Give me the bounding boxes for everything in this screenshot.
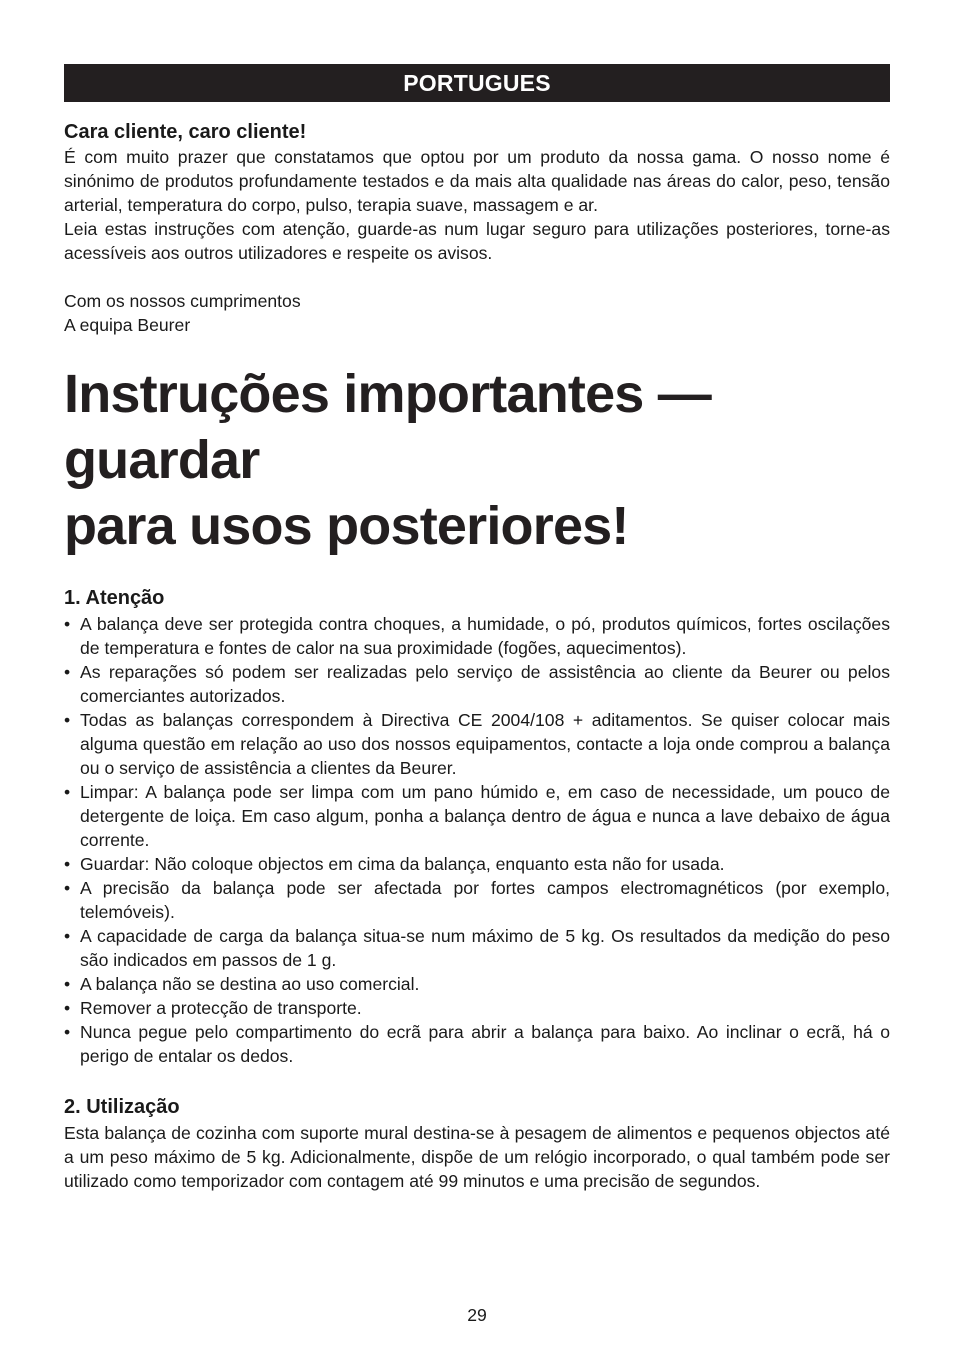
page-number: 29 — [467, 1305, 487, 1325]
list-item-text: Remover a protecção de transporte. — [80, 998, 362, 1018]
closing-text: Com os nossos cumprimentos — [64, 291, 301, 311]
language-header-bar — [64, 64, 890, 102]
list-item-text: As reparações só podem ser realizadas pelo serviço de assistência ao cliente da Beurer ou pelos comerciantes autorizados. — [80, 662, 890, 706]
bullet-icon: • — [64, 710, 71, 730]
list-item-text: Guardar: Não coloque objectos em cima da balança, enquanto esta não for usada. — [80, 854, 725, 874]
language-label: PORTUGUES — [403, 69, 551, 96]
list-item-text: A capacidade de carga da balança situa-se num máximo de 5 kg. Os resultados da medição do peso são indicados em passos de 1 g. — [80, 926, 890, 970]
spacer — [64, 265, 890, 289]
bullet-icon: • — [64, 926, 71, 946]
usage-paragraph: Esta balança de cozinha com suporte mural destina-se à pesagem de alimentos e pequenos objectos até a um peso máximo de 5 kg. Adicionalmente, dispõe de um relógio incorporado, o qual também pode ser utilizado como temporizador com contagem até 99 minutos e uma precisão de segundos. — [64, 1123, 890, 1191]
list-item — [64, 924, 890, 972]
list-item-text: Limpar: A balança pode ser limpa com um pano húmido e, em caso de necessidade, um pouco de detergente de loiça. Em caso algum, ponha a balança dentro de água e nunca a lave debaixo de água corrente. — [80, 782, 890, 850]
list-item — [64, 972, 890, 996]
bullet-icon: • — [64, 782, 71, 802]
list-item — [64, 708, 890, 780]
intro-paragraph-2: Leia estas instruções com atenção, guarde-as num lugar seguro para utilizações posteriores, torne-as acessíveis aos outros utilizadores e respeite os avisos. — [64, 219, 890, 263]
list-item — [64, 660, 890, 708]
list-item-text: Nunca pegue pelo compartimento do ecrã para abrir a balança para baixo. Ao inclinar o ecrã, há o perigo de entalar os dedos. — [80, 1022, 890, 1066]
bullet-icon: • — [64, 1022, 71, 1042]
list-item — [64, 1020, 890, 1068]
bullet-icon: • — [64, 878, 71, 898]
list-item — [64, 876, 890, 924]
attention-bullet-list — [64, 612, 890, 1068]
list-item — [64, 852, 890, 876]
list-item — [64, 612, 890, 660]
list-item-text: A balança não se destina ao uso comercial. — [80, 974, 420, 994]
greeting-heading: Cara cliente, caro cliente! — [64, 121, 307, 143]
main-title-line-1: Instruções importantes — guardar — [64, 364, 711, 490]
bullet-icon: • — [64, 614, 71, 634]
list-item-text: A balança deve ser protegida contra choques, a humidade, o pó, produtos químicos, fortes oscilações de temperatura e fontes de calor na sua proximidade (fogões, aquecimentos). — [80, 614, 890, 658]
signature-text: A equipa Beurer — [64, 315, 191, 335]
bullet-icon: • — [64, 662, 71, 682]
section-1-title: 1. Atenção — [64, 587, 165, 609]
list-item — [64, 780, 890, 852]
list-item — [64, 996, 890, 1020]
bullet-icon: • — [64, 974, 71, 994]
list-item-text: Todas as balanças correspondem à Directiva CE 2004/108 + aditamentos. Se quiser colocar mais alguma questão em relação ao uso dos nossos equipamentos, contacte a loja onde comprou a balança ou o serviço de assistência a clientes da Beurer. — [80, 710, 890, 778]
intro-paragraph-1: É com muito prazer que constatamos que optou por um produto da nossa gama. O nosso nome é sinónimo de produtos profundamente testados e da mais alta qualidade nas áreas do calor, peso, tensão arterial, temperatura do corpo, pulso, terapia suave, massagem e ar. — [64, 147, 890, 215]
main-title — [64, 361, 890, 559]
manual-page — [64, 64, 890, 1193]
list-item-text: A precisão da balança pode ser afectada por fortes campos electromagnéticos (por exemplo, telemóveis). — [80, 878, 890, 922]
main-title-line-2: para usos posteriores! — [64, 496, 629, 556]
bullet-icon: • — [64, 854, 71, 874]
section-2-title: 2. Utilização — [64, 1096, 180, 1118]
bullet-icon: • — [64, 998, 71, 1018]
